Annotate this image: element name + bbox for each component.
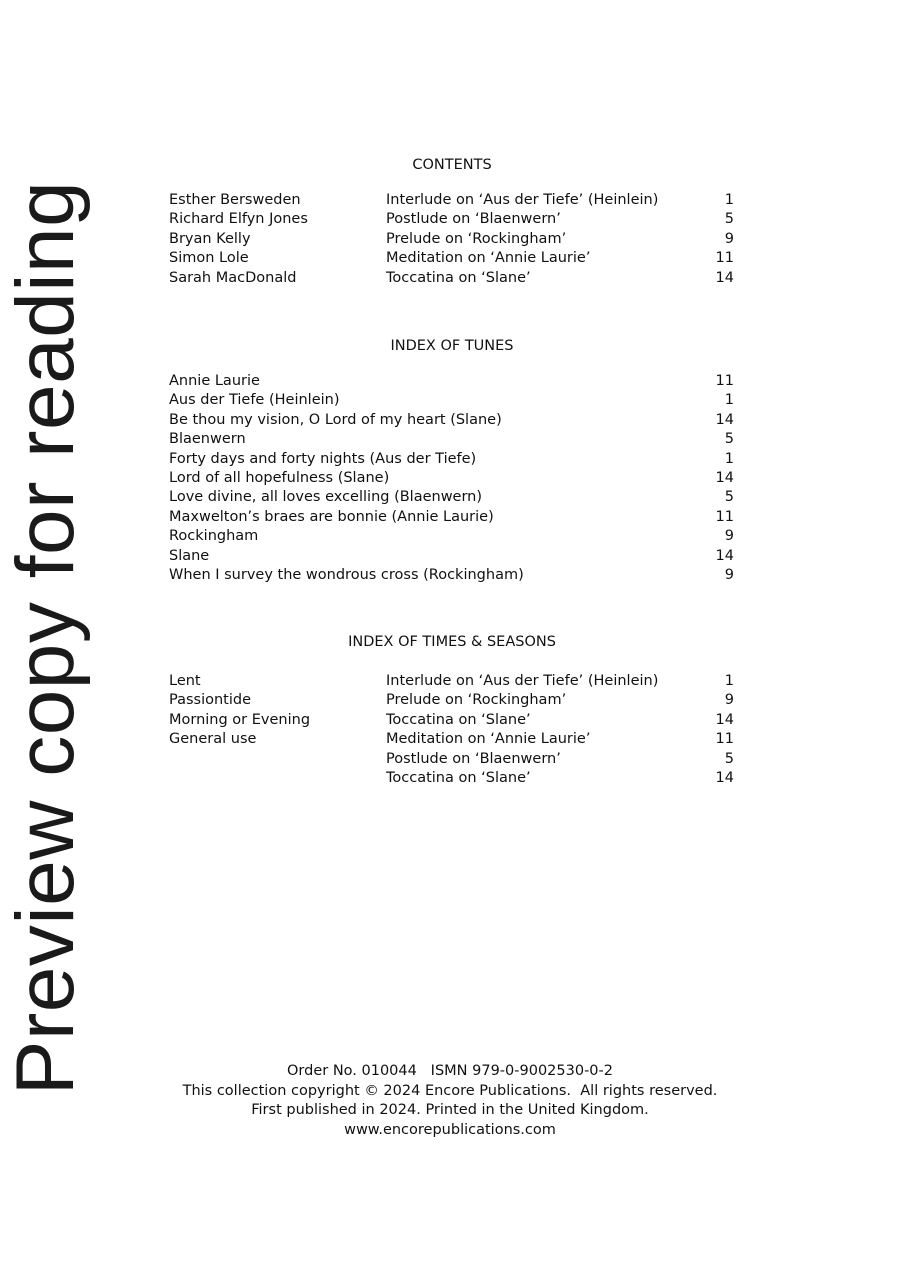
tune-name: Aus der Tiefe (Heinlein) <box>169 392 340 409</box>
contents-row <box>169 210 736 229</box>
piece-title: Toccatina on ‘Slane’ <box>386 711 531 728</box>
page-number: 1 <box>724 392 734 409</box>
tune-row <box>169 391 736 410</box>
piece-title: Postlude on ‘Blaenwern’ <box>386 750 561 767</box>
contents-row <box>169 191 736 210</box>
page-number: 5 <box>724 489 734 506</box>
tune-row <box>169 547 736 566</box>
composer-name: Richard Elfyn Jones <box>169 211 308 228</box>
published-line: First published in 2024. Printed in the United Kingdom. <box>251 1102 649 1118</box>
page-number: 9 <box>724 692 734 709</box>
page-number: 1 <box>724 192 734 208</box>
page-number: 5 <box>724 431 734 448</box>
tune-row <box>169 488 736 507</box>
page-number: 11 <box>715 731 734 748</box>
season-row <box>169 672 736 691</box>
seasons-list <box>169 672 736 788</box>
tune-row <box>169 527 736 546</box>
season-name: Lent <box>169 673 201 689</box>
composer-name: Simon Lole <box>169 250 249 267</box>
season-row <box>169 769 736 788</box>
preview-watermark: Preview copy for reading <box>0 180 91 1096</box>
contents-row <box>169 249 736 268</box>
season-name: Morning or Evening <box>169 711 311 728</box>
contents-heading: CONTENTS <box>412 157 492 173</box>
tunes-list <box>169 372 736 585</box>
tune-row <box>169 372 736 391</box>
page-number: 11 <box>715 508 734 525</box>
page-number: 9 <box>724 566 734 583</box>
season-row <box>169 691 736 710</box>
tune-row <box>169 508 736 527</box>
page-number: 14 <box>715 411 734 428</box>
contents-row <box>169 269 736 288</box>
page-number: 5 <box>724 750 734 767</box>
piece-title: Meditation on ‘Annie Laurie’ <box>386 250 591 267</box>
piece-title: Postlude on ‘Blaenwern’ <box>386 211 561 228</box>
season-name: General use <box>169 731 257 748</box>
season-name: Passiontide <box>169 692 252 709</box>
tune-name: Be thou my vision, O Lord of my heart (Slane) <box>169 411 502 428</box>
composer-name: Sarah MacDonald <box>169 269 297 286</box>
page-number: 14 <box>715 547 734 564</box>
seasons-heading: INDEX OF TIMES & SEASONS <box>348 634 556 650</box>
piece-title: Toccatina on ‘Slane’ <box>386 269 531 286</box>
contents-list <box>169 191 736 288</box>
page-number: 5 <box>724 211 734 228</box>
imprint <box>0 1062 900 1140</box>
piece-title: Toccatina on ‘Slane’ <box>386 769 531 786</box>
page-number: 11 <box>715 250 734 267</box>
season-row <box>169 730 736 749</box>
page-number: 11 <box>715 373 734 389</box>
tune-row <box>169 411 736 430</box>
tune-row <box>169 430 736 449</box>
piece-title: Interlude on ‘Aus der Tiefe’ (Heinlein) <box>386 192 659 208</box>
page-number: 14 <box>715 711 734 728</box>
season-row <box>169 711 736 730</box>
page-number: 14 <box>715 469 734 486</box>
piece-title: Meditation on ‘Annie Laurie’ <box>386 731 591 748</box>
tunes-heading: INDEX OF TUNES <box>390 338 514 354</box>
page-number: 14 <box>715 269 734 286</box>
tune-name: Lord of all hopefulness (Slane) <box>169 469 390 486</box>
contents-row <box>169 230 736 249</box>
season-row <box>169 750 736 769</box>
tune-row <box>169 450 736 469</box>
piece-title: Prelude on ‘Rockingham’ <box>386 230 567 247</box>
tune-name: Love divine, all loves excelling (Blaenwern) <box>169 489 483 506</box>
tune-name: When I survey the wondrous cross (Rockingham) <box>169 566 524 583</box>
tune-name: Rockingham <box>169 528 259 545</box>
composer-name: Esther Bersweden <box>169 192 301 208</box>
copyright-line: This collection copyright © 2024 Encore Publications. All rights reserved. <box>182 1082 718 1099</box>
page-number: 9 <box>724 528 734 545</box>
website-link[interactable]: www.encorepublications.com <box>344 1121 556 1138</box>
page-number: 1 <box>724 450 734 467</box>
piece-title: Interlude on ‘Aus der Tiefe’ (Heinlein) <box>386 673 659 689</box>
page-number: 9 <box>724 230 734 247</box>
composer-name: Bryan Kelly <box>169 230 251 247</box>
tune-name: Annie Laurie <box>169 373 260 389</box>
piece-title: Prelude on ‘Rockingham’ <box>386 692 567 709</box>
page-number: 1 <box>724 673 734 689</box>
tune-name: Maxwelton’s braes are bonnie (Annie Laurie) <box>169 508 494 525</box>
order-line: Order No. 010044 ISMN 979-0-9002530-0-2 <box>287 1063 613 1079</box>
tune-row <box>169 566 736 585</box>
page-number: 14 <box>715 769 734 786</box>
tune-name: Forty days and forty nights (Aus der Tiefe) <box>169 450 477 467</box>
tune-name: Slane <box>169 547 210 564</box>
tune-name: Blaenwern <box>169 431 246 448</box>
tune-row <box>169 469 736 488</box>
